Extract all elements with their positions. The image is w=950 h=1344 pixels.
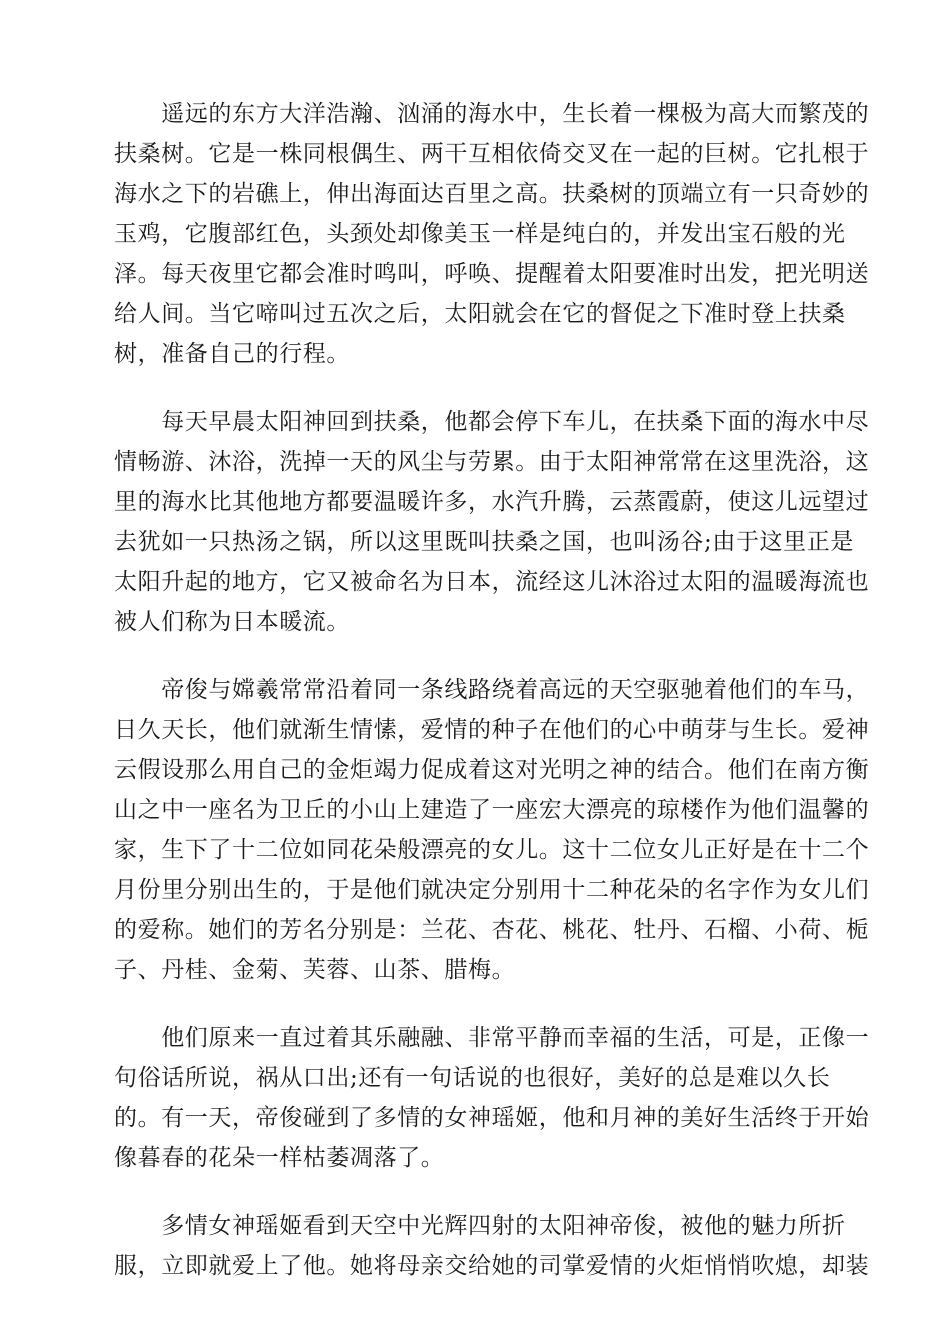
text-line: 太阳升起的地方，它又被命名为日本，流经这儿沐浴过太阳的温暖海流也: [114, 569, 870, 595]
text-line: 里的海水比其他地方都要温暖许多，水汽升腾，云蒸霞蔚，使这儿远望过: [114, 489, 870, 515]
text-line: 日久天长，他们就渐生情愫，爱情的种子在他们的心中萌芽与生长。爱神: [114, 717, 870, 743]
text-line: 给人间。当它啼叫过五次之后，太阳就会在它的督促之下准时登上扶桑: [114, 301, 846, 327]
text-line: 月份里分别出生的，于是他们就决定分别用十二种花朵的名字作为女儿们: [114, 877, 870, 903]
paragraph-1: [114, 94, 870, 374]
text-line: 去犹如一只热汤之锅，所以这里既叫扶桑之国，也叫汤谷;由于这里正是: [114, 529, 854, 555]
document-body: [114, 94, 870, 1314]
paragraph-2: [114, 402, 870, 642]
text-line: 云假设那么用自己的金炬竭力促成着这对光明之神的结合。他们在南方衡: [114, 757, 870, 783]
text-line: 的。有一天，帝俊碰到了多情的女神瑶姬，他和月神的美好生活终于开始: [114, 1105, 870, 1131]
text-line: 像暮春的花朵一样枯萎凋落了。: [114, 1145, 445, 1171]
text-line: 家，生下了十二位如同花朵般漂亮的女儿。这十二位女儿正好是在十二个: [114, 837, 870, 863]
text-line: 服，立即就爱上了他。她将母亲交给她的司掌爱情的火炬悄悄吹熄，却装: [114, 1253, 870, 1279]
text-line: 的爱称。她们的芳名分别是：兰花、杏花、桃花、牡丹、石榴、小荷、栀: [114, 917, 870, 943]
paragraph-3: [114, 670, 870, 990]
text-line: 子、丹桂、金菊、芙蓉、山茶、腊梅。: [114, 957, 516, 983]
text-line: 他们原来一直过着其乐融融、非常平静而幸福的生活，可是，正像一: [114, 1025, 870, 1051]
text-line: 情畅游、沐浴，洗掉一天的风尘与劳累。由于太阳神常常在这里洗浴，这: [114, 449, 870, 475]
paragraph-4: [114, 1018, 870, 1178]
text-line: 遥远的东方大洋浩瀚、汹涌的海水中，生长着一棵极为高大而繁茂的: [114, 101, 870, 127]
text-line: 多情女神瑶姬看到天空中光辉四射的太阳神帝俊，被他的魅力所折: [114, 1213, 846, 1239]
text-line: 帝俊与嫦羲常常沿着同一条线路绕着高远的天空驱驰着他们的车马，: [114, 677, 870, 703]
text-line: 泽。每天夜里它都会准时鸣叫，呼唤、提醒着太阳要准时出发，把光明送: [114, 261, 870, 287]
text-line: 树，准备自己的行程。: [114, 341, 350, 367]
text-line: 扶桑树。它是一株同根偶生、两干互相依倚交叉在一起的巨树。它扎根于: [114, 141, 870, 167]
text-line: 每天早晨太阳神回到扶桑，他都会停下车儿，在扶桑下面的海水中尽: [114, 409, 870, 435]
text-line: 句俗话所说，祸从口出;还有一句话说的也很好，美好的总是难以久长: [114, 1065, 831, 1091]
text-line: 被人们称为日本暖流。: [114, 609, 350, 635]
paragraph-5: [114, 1206, 870, 1286]
text-line: 海水之下的岩礁上，伸出海面达百里之高。扶桑树的顶端立有一只奇妙的: [114, 181, 870, 207]
text-line: 山之中一座名为卫丘的小山上建造了一座宏大漂亮的琼楼作为他们温馨的: [114, 797, 870, 823]
text-line: 玉鸡，它腹部红色，头颈处却像美玉一样是纯白的，并发出宝石般的光: [114, 221, 846, 247]
